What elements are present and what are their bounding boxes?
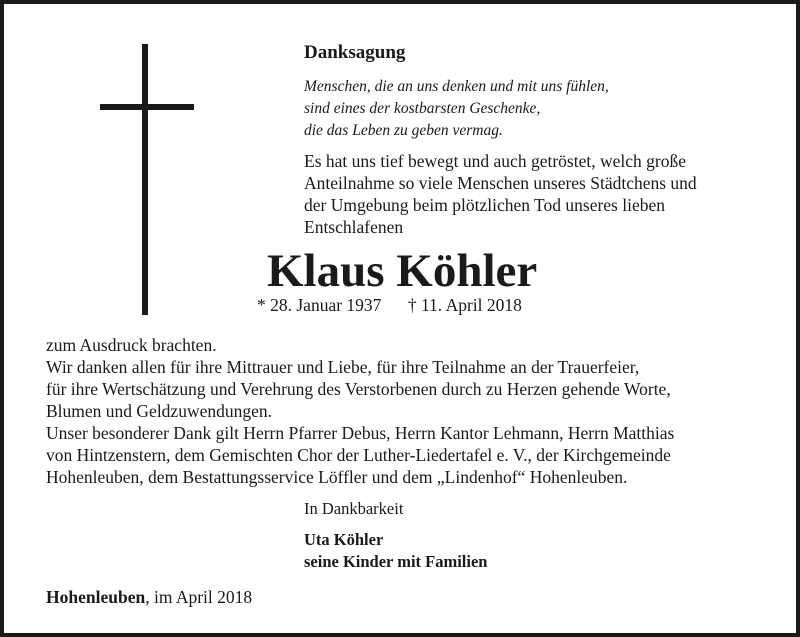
notice-date: , im April 2018: [145, 587, 253, 607]
closing-phrase: In Dankbarkeit: [304, 499, 404, 518]
quote-line: Menschen, die an uns denken und mit uns fühlen,: [304, 78, 609, 95]
intro-line: der Umgebung beim plötzlichen Tod unseres lieben: [304, 195, 665, 215]
quote-line: die das Leben zu geben vermag.: [304, 122, 503, 139]
body-line: Hohenleuben, dem Bestattungsservice Löffler und dem „Lindenhof“ Hohenleuben.: [46, 467, 628, 487]
intro-line: Entschlafenen: [304, 217, 404, 237]
signer-line: Uta Köhler: [304, 530, 384, 549]
intro-line: Anteilnahme so viele Menschen unseres Städtchens und: [304, 173, 697, 193]
birth-date: * 28. Januar 1937: [257, 295, 382, 315]
body-line: Blumen und Geldzuwendungen.: [46, 401, 272, 421]
notice-heading: Danksagung: [304, 42, 406, 63]
intro-text: [304, 150, 697, 238]
intro-line: Es hat uns tief bewegt und auch getröstet, welch große: [304, 151, 686, 171]
place-and-date: [46, 586, 252, 608]
body-line: von Hintzenstern, dem Gemischten Chor der Luther-Liedertafel e. V., der Kirchgemeinde: [46, 445, 671, 465]
memorial-quote: [304, 76, 609, 142]
place-name: Hohenleuben: [46, 587, 146, 607]
quote-line: sind eines der kostbarsten Geschenke,: [304, 100, 541, 117]
body-line: Wir danken allen für ihre Mittrauer und Liebe, für ihre Teilnahme an der Trauerfeier,: [46, 357, 640, 377]
cross-icon: [142, 44, 148, 315]
deceased-name: Klaus Köhler: [267, 245, 538, 297]
thanks-text: [46, 334, 776, 488]
signers: [304, 529, 487, 573]
body-line: Unser besonderer Dank gilt Herrn Pfarrer Debus, Herrn Kantor Lehmann, Herrn Matthias: [46, 423, 675, 443]
body-line: zum Ausdruck brachten.: [46, 335, 217, 355]
signer-line: seine Kinder mit Familien: [304, 552, 488, 571]
life-dates: [257, 294, 522, 316]
body-line: für ihre Wertschätzung und Verehrung des Verstorbenen durch zu Herzen gehende Worte,: [46, 379, 671, 399]
cross-icon-bar: [100, 104, 194, 110]
death-date: † 11. April 2018: [407, 295, 522, 315]
